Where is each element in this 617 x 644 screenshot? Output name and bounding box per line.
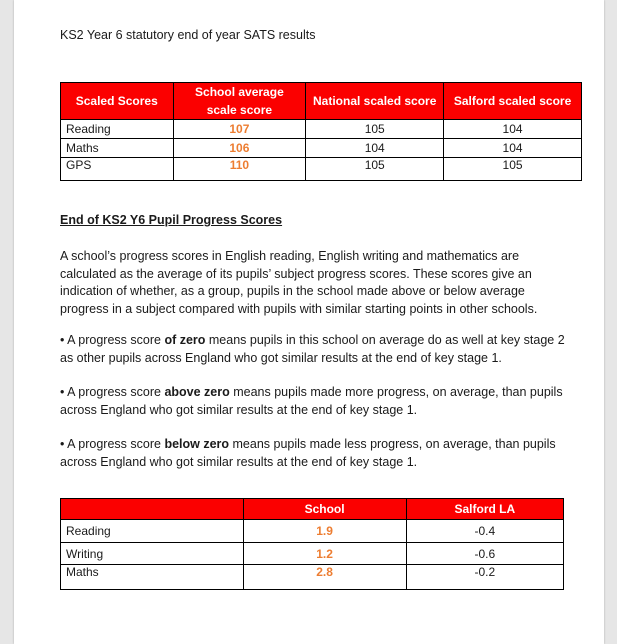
subject-cell: Writing: [61, 543, 244, 565]
progress-heading: End of KS2 Y6 Pupil Progress Scores: [60, 213, 283, 227]
salford-progress-cell: -0.2: [406, 565, 563, 590]
subject-cell: Maths: [61, 139, 174, 158]
salford-score-cell: 104: [444, 120, 582, 139]
national-score-cell: 105: [306, 120, 444, 139]
table-header: Salford LA: [406, 499, 563, 520]
salford-progress-cell: -0.4: [406, 520, 563, 543]
table-header-row: [61, 83, 582, 120]
scaled-scores-table: [60, 82, 582, 181]
bullet-text: means pupils made more progress, on average, than pupils across England who got similar results at the end of key stage 1.: [60, 385, 563, 417]
document-page: [14, 0, 604, 644]
table-header: Scaled Scores: [61, 83, 174, 120]
school-score-cell: 110: [173, 158, 306, 181]
table-header: National scaled score: [306, 83, 444, 120]
bullet-bold-text: above zero: [164, 385, 230, 399]
table-row: [61, 565, 564, 590]
table-header: Salford scaled score: [444, 83, 582, 120]
salford-progress-cell: -0.6: [406, 543, 563, 565]
bullet-text: means pupils in this school on average do as well at key stage 2 as other pupils across England who got similar results at the end of key stage 1.: [60, 333, 565, 365]
subject-cell: Maths: [61, 565, 244, 590]
table-row: [61, 120, 582, 139]
school-progress-cell: 1.2: [243, 543, 406, 565]
national-score-cell: 105: [306, 158, 444, 181]
intro-paragraph: A school’s progress scores in English reading, English writing and mathematics are calculated as the average of its pupils’ subject progress scores. These scores give an indication of whether, as a group, pupils in the school made above or below average progress in a subject compared with pupils with similar starting points in other schools.: [60, 249, 538, 316]
bullet-above-zero: [60, 384, 570, 419]
table-row: [61, 543, 564, 565]
school-score-cell: 106: [173, 139, 306, 158]
subject-cell: Reading: [61, 120, 174, 139]
bullet-bold-text: of zero: [164, 333, 206, 347]
table-row: [61, 139, 582, 158]
table-row: [61, 520, 564, 543]
bullet-text: • A progress score: [60, 437, 165, 451]
table-header: [61, 499, 244, 520]
school-score-cell: 107: [173, 120, 306, 139]
table-row: [61, 158, 582, 181]
bullet-bold-text: below zero: [164, 437, 230, 451]
subject-cell: GPS: [61, 158, 174, 181]
bullet-below-zero: [60, 436, 570, 471]
school-progress-cell: 2.8: [243, 565, 406, 590]
national-score-cell: 104: [306, 139, 444, 158]
bullet-zero: [60, 332, 570, 367]
table-header: School: [243, 499, 406, 520]
bullet-text: • A progress score: [60, 385, 165, 399]
progress-scores-table: [60, 498, 564, 590]
bullet-text: means pupils made less progress, on average, than pupils across England who got similar results at the end of key stage 1.: [60, 437, 556, 469]
table-header: School average scale score: [173, 83, 306, 120]
table-header-row: [61, 499, 564, 520]
bullet-text: • A progress score: [60, 333, 165, 347]
school-progress-cell: 1.9: [243, 520, 406, 543]
subject-cell: Reading: [61, 520, 244, 543]
page-title: KS2 Year 6 statutory end of year SATS results: [60, 28, 316, 42]
salford-score-cell: 104: [444, 139, 582, 158]
salford-score-cell: 105: [444, 158, 582, 181]
